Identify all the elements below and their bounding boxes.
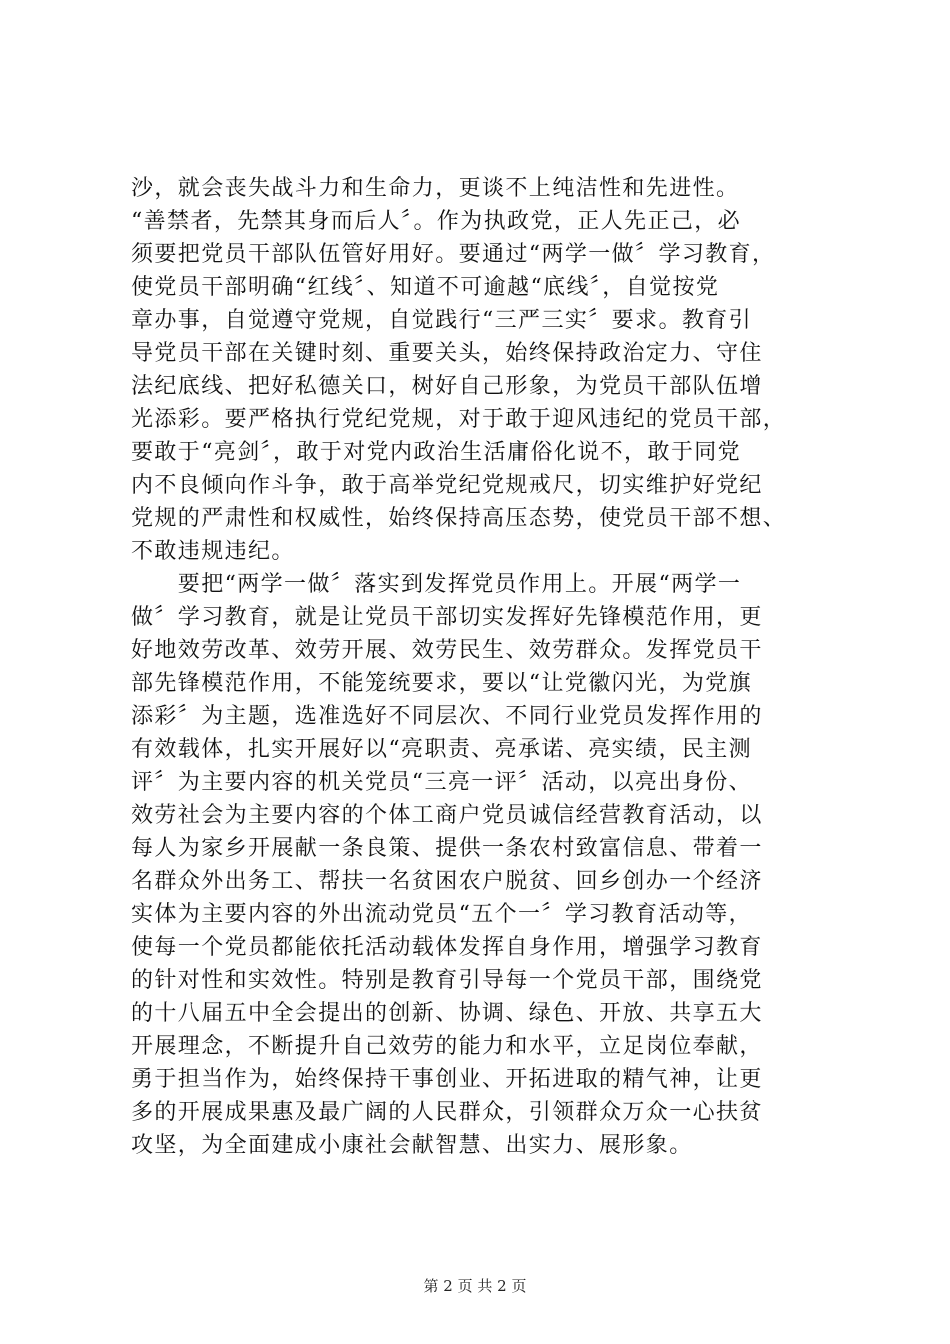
text-line: 要把“两学一做〞落实到发挥党员作用上。开展“两学一 bbox=[131, 572, 742, 597]
text-line: 攻坚，为全面建成小康社会献智慧、出实力、展形象。 bbox=[131, 1133, 693, 1158]
text-line: “善禁者，先禁其身而后人〞。作为执政党，正人先正己，必 bbox=[131, 209, 742, 234]
text-line: 使每一个党员都能依托活动载体发挥自身作用，增强学习教育 bbox=[131, 935, 763, 960]
text-line: 好地效劳改革、效劳开展、效劳民生、效劳群众。发挥党员干 bbox=[131, 638, 763, 663]
text-line: 开展理念，不断提升自己效劳的能力和水平，立足岗位奉献， bbox=[131, 1034, 763, 1059]
text-line: 多的开展成果惠及最广阔的人民群众，引领群众万众一心扶贫 bbox=[131, 1100, 763, 1125]
text-line: 做〞学习教育，就是让党员干部切实发挥好先锋模范作用，更 bbox=[131, 605, 763, 630]
text-line: 部先锋模范作用，不能笼统要求，要以“让党徽闪光，为党旗 bbox=[131, 671, 753, 696]
text-line: 须要把党员干部队伍管好用好。要通过“两学一做〞学习教育， bbox=[131, 242, 776, 267]
text-line: 章办事，自觉遵守党规，自觉践行“三严三实〞要求。教育引 bbox=[131, 308, 753, 333]
text-line: 光添彩。要严格执行党纪党规，对于敢于迎风违纪的党员干部， bbox=[131, 407, 787, 432]
text-line: 实体为主要内容的外出流动党员“五个一〞学习教育活动等， bbox=[131, 902, 753, 927]
text-line: 效劳社会为主要内容的个体工商户党员诚信经营教育活动，以 bbox=[131, 803, 763, 828]
document-body bbox=[131, 172, 831, 1162]
text-line: 添彩〞为主题，选准选好不同层次、不同行业党员发挥作用的 bbox=[131, 704, 763, 729]
text-line: 的十八届五中全会提出的创新、协调、绿色、开放、共享五大 bbox=[131, 1001, 763, 1026]
text-line: 党规的严肃性和权威性，始终保持高压态势，使党员干部不想、 bbox=[131, 506, 787, 531]
text-line: 勇于担当作为，始终保持干事创业、开拓进取的精气神，让更 bbox=[131, 1067, 763, 1092]
page-number-label: 第 2 页 共 2 页 bbox=[423, 1277, 527, 1295]
text-line: 的针对性和实效性。特别是教育引导每一个党员干部，围绕党 bbox=[131, 968, 763, 993]
text-line: 有效载体，扎实开展好以“亮职责、亮承诺、亮实绩，民主测 bbox=[131, 737, 753, 762]
text-line: 名群众外出务工、帮扶一名贫困农户脱贫、回乡创办一个经济 bbox=[131, 869, 763, 894]
text-line: 法纪底线、把好私德关口，树好自己形象，为党员干部队伍增 bbox=[131, 374, 763, 399]
page-footer bbox=[0, 1276, 950, 1296]
text-line: 使党员干部明确“红线〞、知道不可逾越“底线〞，自觉按党 bbox=[131, 275, 720, 300]
text-line: 不敢违规违纪。 bbox=[131, 539, 295, 564]
text-line: 沙，就会丧失战斗力和生命力，更谈不上纯洁性和先进性。 bbox=[131, 176, 740, 201]
text-line: 导党员干部在关键时刻、重要关头，始终保持政治定力、守住 bbox=[131, 341, 763, 366]
text-line: 每人为家乡开展献一条良策、提供一条农村致富信息、带着一 bbox=[131, 836, 763, 861]
text-line: 评〞为主要内容的机关党员“三亮一评〞活动，以亮出身份、 bbox=[131, 770, 753, 795]
text-line: 内不良倾向作斗争，敢于高举党纪党规戒尺，切实维护好党纪 bbox=[131, 473, 763, 498]
text-line: 要敢于“亮剑〞，敢于对党内政治生活庸俗化说不，敢于同党 bbox=[131, 440, 742, 465]
